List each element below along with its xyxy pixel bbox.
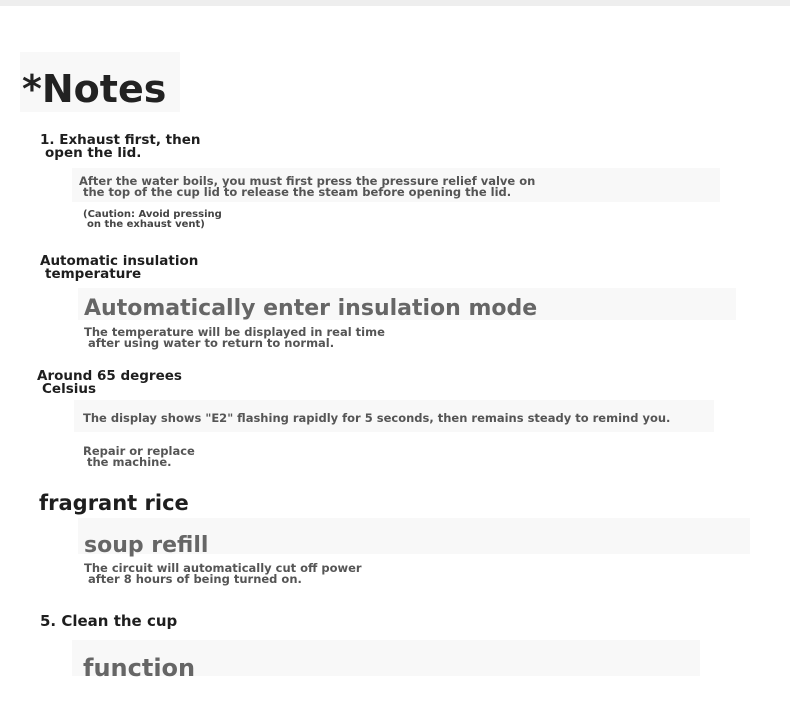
caution-note xyxy=(83,210,222,230)
section-body-exhaust xyxy=(79,176,535,198)
section-body-insulation xyxy=(84,327,385,349)
section-body-power-off xyxy=(84,563,362,585)
body-line: The temperature will be displayed in real time xyxy=(84,325,385,339)
section-heading-fragrant-rice: fragrant rice xyxy=(39,491,189,515)
caution-line: (Caution: Avoid pressing xyxy=(83,209,222,220)
section-heading-clean-cup: 5. Clean the cup xyxy=(40,612,178,630)
body-line: after 8 hours of being turned on. xyxy=(88,572,302,586)
body-line: After the water boils, you must first press the pressure relief valve on xyxy=(79,174,536,188)
section-heading-insulation xyxy=(40,255,198,281)
top-strip xyxy=(0,0,790,6)
section-subtitle-insulation-mode: Automatically enter insulation mode xyxy=(84,296,538,321)
body-line: The circuit will automatically cut off power xyxy=(84,561,362,575)
section-body-display-e2: The display shows "E2" flashing rapidly for 5 seconds, then remains steady to remind you. xyxy=(83,411,671,425)
body-line: the top of the cup lid to release the steam before opening the lid. xyxy=(83,185,512,199)
body-line: the machine. xyxy=(87,455,172,469)
section-heading-temperature xyxy=(37,370,182,396)
heading-line: Around 65 degrees xyxy=(37,368,182,384)
caution-line: on the exhaust vent) xyxy=(87,219,205,230)
heading-line: 1. Exhaust first, then xyxy=(40,132,201,148)
heading-line: Automatic insulation xyxy=(40,253,199,269)
section-subtitle-function: function xyxy=(83,655,196,677)
heading-line: Celsius xyxy=(42,381,96,397)
heading-line: open the lid. xyxy=(45,145,142,161)
section-subtitle-soup-refill: soup refill xyxy=(84,533,209,558)
body-line: Repair or replace xyxy=(83,444,195,458)
section-body-repair xyxy=(83,446,195,468)
heading-line: temperature xyxy=(45,266,142,282)
section-heading-exhaust xyxy=(40,134,200,160)
body-line: after using water to return to normal. xyxy=(88,336,335,350)
page-title: *Notes xyxy=(22,67,167,111)
